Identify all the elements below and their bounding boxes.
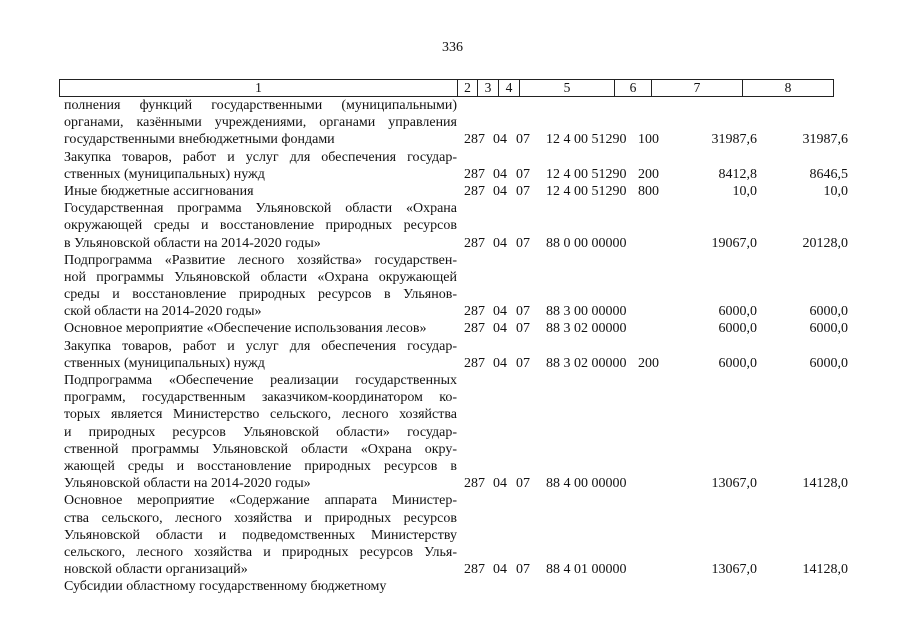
description-line: окружающей среды и восстановление природных ресурсов — [64, 218, 457, 234]
amount-col8: 20128,0 — [802, 235, 848, 251]
admin-code: 287 — [464, 304, 485, 320]
column-header-row — [60, 80, 834, 97]
amount-col7: 6000,0 — [718, 304, 757, 320]
description-line: органами, казёнными учреждениями, органами управления — [64, 115, 457, 131]
section-code: 04 — [493, 355, 507, 371]
amount-col8: 6000,0 — [809, 355, 848, 371]
description-line: Закупка товаров, работ и услуг для обеспечения государ- — [64, 338, 457, 354]
subsection-code: 07 — [516, 321, 530, 337]
description-line: и природных ресурсов Ульяновской области» государ- — [64, 424, 457, 440]
amount-col7: 31987,6 — [711, 132, 757, 148]
description-line: Подпрограмма «Развитие лесного хозяйства» государствен- — [64, 252, 457, 268]
description-line: ственных (муниципальных) нужд — [64, 355, 265, 371]
admin-code: 287 — [464, 476, 485, 492]
description-line: Подпрограмма «Обеспечение реализации государственных — [64, 373, 457, 388]
subsection-code: 07 — [516, 132, 530, 148]
amount-col8: 8646,5 — [809, 166, 848, 182]
description-line: Основное мероприятие «Обеспечение использования лесов» — [64, 321, 427, 337]
description-line: государственными внебюджетными фондами — [64, 132, 335, 148]
subsection-code: 07 — [516, 235, 530, 251]
row-values — [0, 475, 905, 492]
admin-code: 287 — [464, 235, 485, 251]
section-code: 04 — [493, 562, 507, 578]
description-line: новской области организаций» — [64, 562, 248, 578]
expense-type-code: 200 — [638, 355, 659, 371]
admin-code: 287 — [464, 132, 485, 148]
subsection-code: 07 — [516, 304, 530, 320]
section-code: 04 — [493, 476, 507, 492]
table-row — [0, 372, 905, 492]
subsection-code: 07 — [516, 355, 530, 371]
target-article-code: 88 3 02 00000 — [546, 355, 627, 371]
description-line: Ульяновской области на 2014-2020 годы» — [64, 476, 311, 492]
page-number: 336 — [442, 40, 463, 55]
amount-col8: 14128,0 — [802, 562, 848, 578]
amount-col8: 6000,0 — [809, 321, 848, 337]
row-values — [0, 183, 905, 200]
row-values — [0, 131, 905, 148]
subsection-code: 07 — [516, 562, 530, 578]
column-header-1: 1 — [60, 80, 458, 97]
column-header-3: 3 — [478, 80, 499, 97]
target-article-code: 12 4 00 51290 — [546, 183, 627, 199]
section-code: 04 — [493, 166, 507, 182]
target-article-code: 88 0 00 00000 — [546, 235, 627, 251]
table-row — [0, 320, 905, 337]
column-header-2: 2 — [458, 80, 478, 97]
expense-type-code: 800 — [638, 183, 659, 199]
admin-code: 287 — [464, 166, 485, 182]
description-line: ной программы Ульяновской области «Охрана окружающей — [64, 269, 457, 285]
column-header-8: 8 — [743, 80, 834, 97]
description-line: Иные бюджетные ассигнования — [64, 183, 254, 199]
admin-code: 287 — [464, 355, 485, 371]
amount-col7: 19067,0 — [711, 235, 757, 251]
column-header-5: 5 — [520, 80, 615, 97]
budget-rows — [0, 97, 905, 595]
admin-code: 287 — [464, 183, 485, 199]
column-header-7: 7 — [652, 80, 743, 97]
description-line: торых является Министерство сельского, лесного хозяйства — [64, 407, 457, 423]
description-line: ственных (муниципальных) нужд — [64, 166, 265, 182]
table-row — [0, 578, 905, 595]
section-code: 04 — [493, 132, 507, 148]
target-article-code: 88 3 00 00000 — [546, 304, 627, 320]
description-line: программ, государственным заказчиком-координатором ко- — [64, 390, 457, 406]
description-line: полнения функций государственными (муниципальными) — [64, 98, 457, 113]
table-row — [0, 97, 905, 149]
amount-col7: 13067,0 — [711, 562, 757, 578]
expense-type-code: 200 — [638, 166, 659, 182]
amount-col8: 6000,0 — [809, 304, 848, 320]
description-line: ской области на 2014-2020 годы» — [64, 304, 262, 320]
amount-col8: 14128,0 — [802, 476, 848, 492]
description-line: сельского, лесного хозяйства и природных ресурсов Улья- — [64, 544, 457, 560]
description-line: ственной программы Ульяновской области «Охрана окру- — [64, 441, 457, 457]
subsection-code: 07 — [516, 183, 530, 199]
section-code: 04 — [493, 321, 507, 337]
description-line: Субсидии областному государственному бюджетному — [64, 579, 387, 595]
table-row — [0, 149, 905, 183]
admin-code: 287 — [464, 562, 485, 578]
amount-col7: 10,0 — [732, 183, 757, 199]
target-article-code: 88 4 01 00000 — [546, 562, 627, 578]
column-header-4: 4 — [499, 80, 520, 97]
expense-type-code: 100 — [638, 132, 659, 148]
amount-col7: 6000,0 — [718, 321, 757, 337]
column-header-table — [59, 79, 834, 97]
admin-code: 287 — [464, 321, 485, 337]
subsection-code: 07 — [516, 166, 530, 182]
row-values — [0, 166, 905, 183]
description-line: Государственная программа Ульяновской области «Охрана — [64, 201, 457, 217]
amount-col7: 13067,0 — [711, 476, 757, 492]
row-values — [0, 235, 905, 252]
row-values — [0, 303, 905, 320]
description-line: жающей среды и восстановление природных ресурсов в — [64, 458, 457, 474]
table-row — [0, 492, 905, 578]
description-line: Основное мероприятие «Содержание аппарата Министер- — [64, 493, 457, 509]
section-code: 04 — [493, 304, 507, 320]
table-row — [0, 183, 905, 200]
column-header-6: 6 — [615, 80, 652, 97]
description-line: Закупка товаров, работ и услуг для обеспечения государ- — [64, 149, 457, 165]
amount-col7: 8412,8 — [718, 166, 757, 182]
description-line: в Ульяновской области на 2014-2020 годы» — [64, 235, 321, 251]
row-values — [0, 320, 905, 337]
table-row — [0, 200, 905, 252]
description-line: ства сельского, лесного хозяйства и природных ресурсов — [64, 510, 457, 526]
target-article-code: 88 4 00 00000 — [546, 476, 627, 492]
description-line: среды и восстановление природных ресурсов в Ульянов- — [64, 287, 457, 303]
section-code: 04 — [493, 183, 507, 199]
row-values — [0, 578, 905, 595]
description-line: Ульяновской области и подведомственных Министерству — [64, 527, 457, 543]
target-article-code: 12 4 00 51290 — [546, 132, 627, 148]
row-values — [0, 561, 905, 578]
row-values — [0, 355, 905, 372]
section-code: 04 — [493, 235, 507, 251]
amount-col8: 31987,6 — [802, 132, 848, 148]
target-article-code: 12 4 00 51290 — [546, 166, 627, 182]
amount-col7: 6000,0 — [718, 355, 757, 371]
target-article-code: 88 3 02 00000 — [546, 321, 627, 337]
subsection-code: 07 — [516, 476, 530, 492]
amount-col8: 10,0 — [823, 183, 848, 199]
table-row — [0, 338, 905, 372]
table-row — [0, 252, 905, 321]
